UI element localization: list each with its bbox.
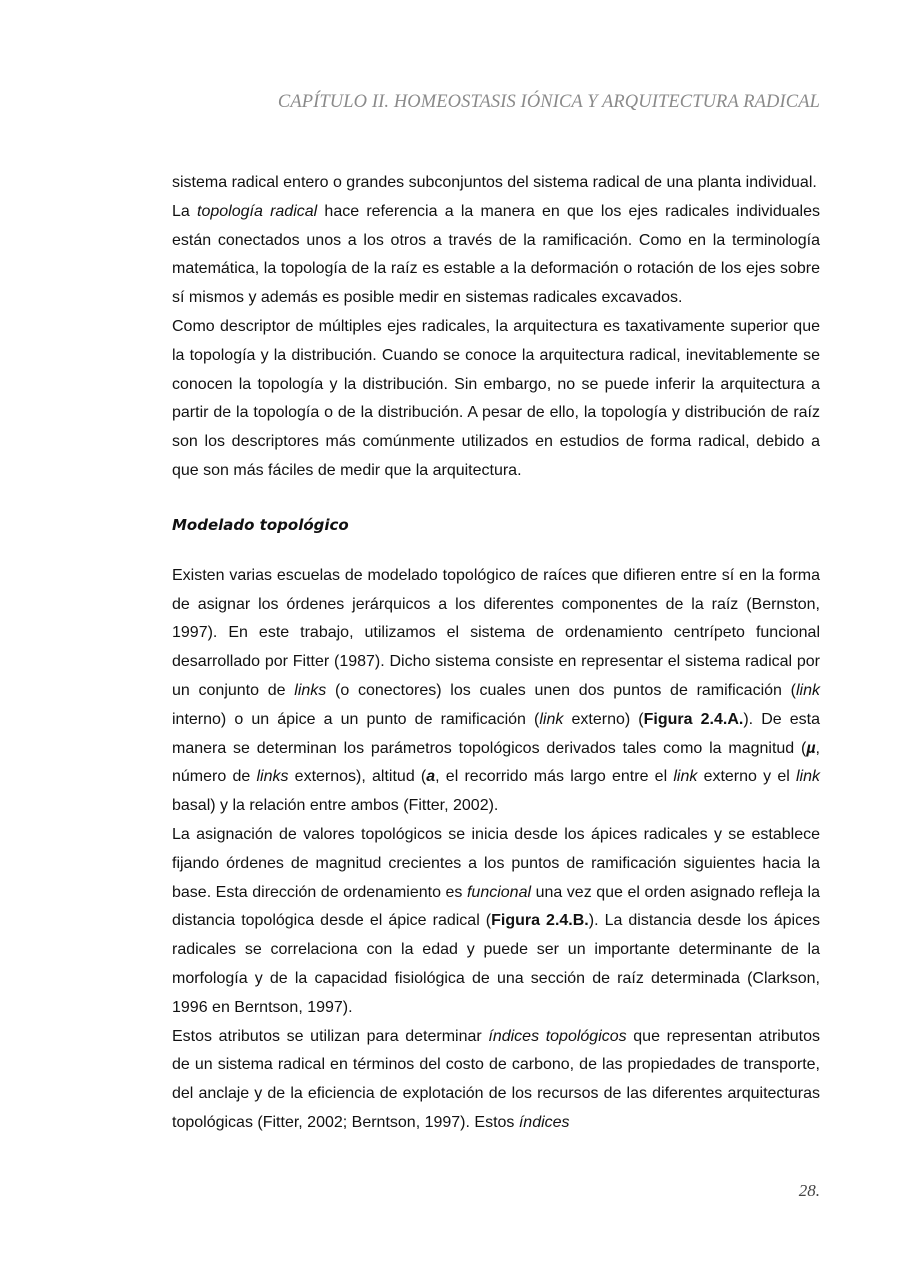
term-indices-topologicos: índices topológicos xyxy=(488,1027,627,1045)
text-run: (o conectores) los cuales unen dos puntos de ramificación ( xyxy=(326,681,796,699)
paragraph-4 xyxy=(172,562,820,821)
text-run: basal) y la relación entre ambos (Fitter, 2002). xyxy=(172,797,499,815)
text-run: Existen varias escuelas de modelado topológico de raíces que difieren entre sí en la forma de asignar los órdenes jerárquicos a los diferentes componentes de la raíz (Bernston, 1997). En este trabajo, utilizamos el sistema de ordenamiento centrípeto funcional desarrollado por Fitter (1987). Dicho sistema consiste en representar el sistema radical por un conjunto de xyxy=(172,566,820,699)
term-link: link xyxy=(796,768,821,786)
paragraph-5 xyxy=(172,821,820,1023)
running-header: CAPÍTULO II. HOMEOSTASIS IÓNICA Y ARQUITECTURA RADICAL xyxy=(277,92,820,112)
text-run: externos), altitud ( xyxy=(288,768,427,786)
text-run: , número de xyxy=(172,739,820,786)
text-run: La asignación de valores topológicos se inicia desde los ápices radicales y se establece fijando órdenes de magnitud crecientes a los puntos de ramificación siguientes hacia la base. Esta dirección de ordenamiento es xyxy=(172,825,820,901)
text-run: Como descriptor de múltiples ejes radicales, la arquitectura es taxativamente superior que la topología y la distribución. Cuando se conoce la arquitectura radical, inevitablemente se conocen la topología y la distribución. Sin embargo, no se puede inferir la arquitectura a partir de la topología o de la distribución. A pesar de ello, la topología y distribución de raíz son los descriptores más comúnmente utilizados en estudios de forma radical, debido a que son más fáciles de medir que la arquitectura. xyxy=(172,317,820,479)
body-text xyxy=(172,169,820,1138)
symbol-mu: µ xyxy=(806,739,816,757)
text-run: La xyxy=(172,202,198,220)
text-run: ). La distancia desde los ápices radicales se correlaciona con la edad y puede ser un importante determinante de la morfología y de la capacidad fisiológica de una sección de raíz determinada (Clarkson, 1996 en Berntson, 1997). xyxy=(172,912,820,1016)
text-run: hace referencia a la manera en que los ejes radicales individuales están conectados unos a los otros a través de la ramificación. Como en la terminología matemática, la topología de la raíz es estable a la deformación o rotación de los ejes sobre sí mismos y además es posible medir en sistemas radicales excavados. xyxy=(172,202,820,307)
text-run: que representan atributos de un sistema radical en términos del costo de carbono, de las propiedades de transporte, del anclaje y de la eficiencia de explotación de los recursos de las diferentes arquitecturas topológicas (Fitter, 2002; Berntson, 1997). Estos xyxy=(172,1027,820,1131)
term-link: link xyxy=(795,681,820,699)
paragraph-6 xyxy=(172,1023,820,1138)
term-topologia-radical: topología radical xyxy=(197,202,318,220)
term-links: links xyxy=(256,768,289,786)
paragraph-1 xyxy=(172,169,820,198)
text-run: ). De esta manera se determinan los parámetros topológicos derivados tales como la magnitud ( xyxy=(172,710,821,757)
text-run: interno) o un ápice a un punto de ramificación ( xyxy=(172,710,540,728)
paragraph-2 xyxy=(172,198,820,313)
symbol-a: a xyxy=(426,768,436,786)
term-indices: índices xyxy=(518,1113,570,1131)
term-link: link xyxy=(673,768,698,786)
text-run: una vez que el orden asignado refleja la distancia topológica desde el ápice radical ( xyxy=(172,883,821,930)
text-run: externo) ( xyxy=(563,710,644,728)
section-heading: Modelado topológico xyxy=(172,515,349,534)
text-run: , el recorrido más largo entre el xyxy=(435,768,674,786)
figure-reference: Figura 2.4.A. xyxy=(643,710,744,728)
text-run: externo y el xyxy=(697,768,796,786)
term-link: link xyxy=(539,710,564,728)
page-number: 28. xyxy=(798,1181,820,1200)
paragraph-3 xyxy=(172,313,820,486)
text-run: Estos atributos se utilizan para determinar xyxy=(172,1027,489,1045)
term-links: links xyxy=(294,681,327,699)
figure-reference: Figura 2.4.B. xyxy=(491,912,589,930)
term-funcional: funcional xyxy=(466,883,532,901)
text-run: sistema radical entero o grandes subconjuntos del sistema radical de una planta individual. xyxy=(172,174,817,191)
